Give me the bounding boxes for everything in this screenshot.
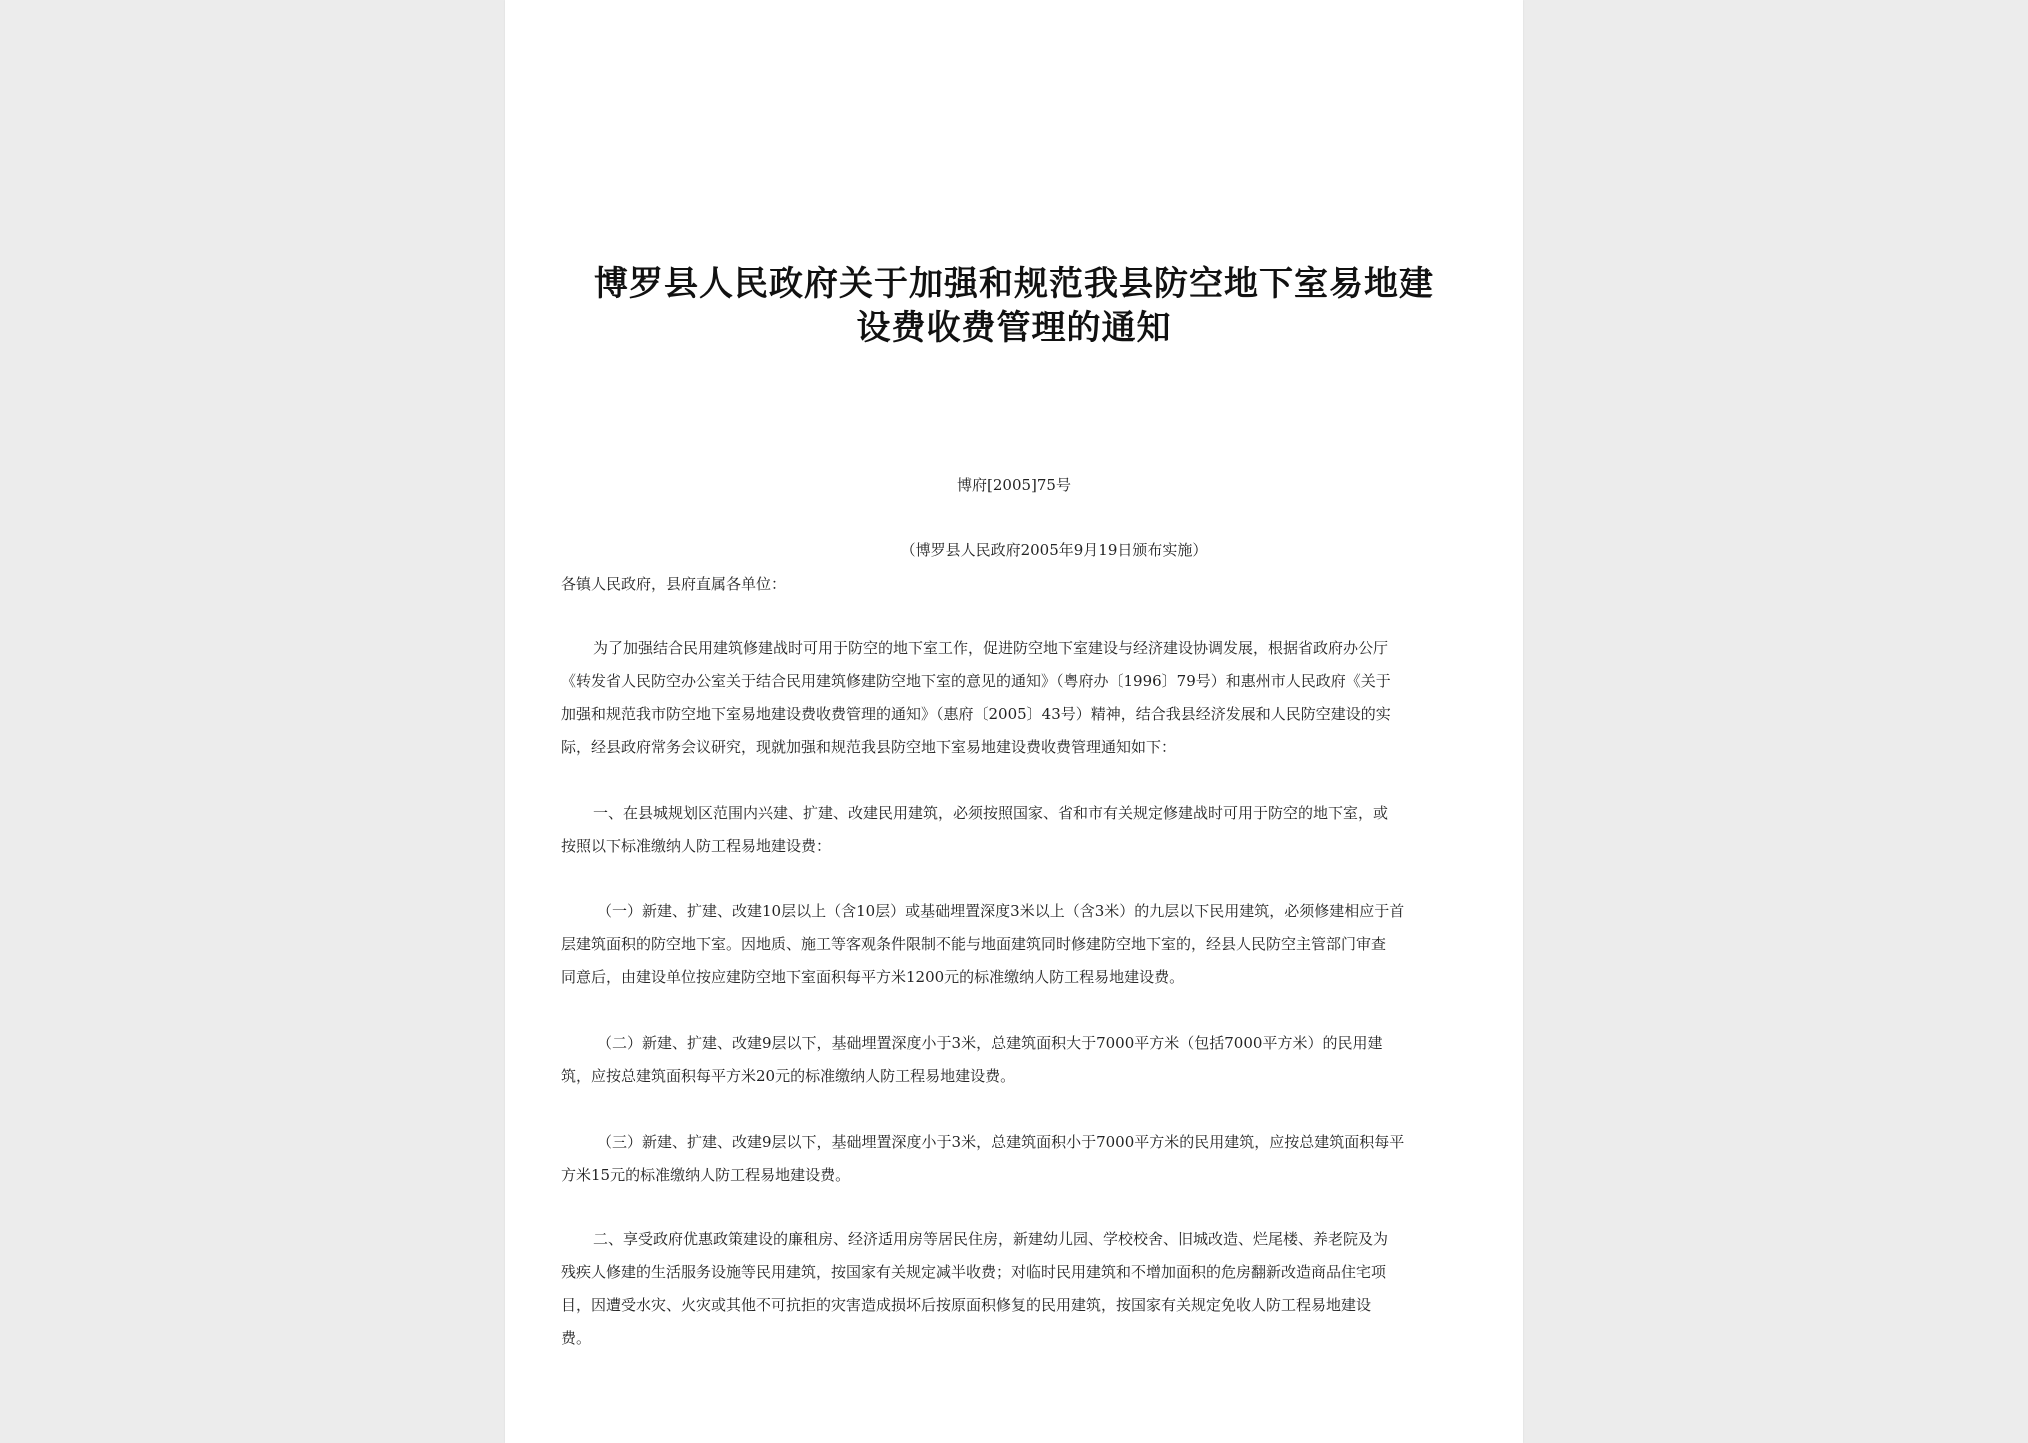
document-title [545, 262, 1483, 350]
paragraph-line: 目，因遭受水灾、火灾或其他不可抗拒的灾害造成损坏后按原面积修复的民用建筑，按国家有关规定免收人防工程易地建设 [561, 1296, 1372, 1314]
document-page [505, 0, 1523, 1443]
paragraph-line: 费。 [561, 1329, 592, 1347]
document-number: 博府[2005]75号 [957, 476, 1071, 494]
issue-note: （博罗县人民政府2005年9月19日颁布实施） [900, 541, 1208, 559]
paragraph-line: 二、享受政府优惠政策建设的廉租房、经济适用房等居民住房，新建幼儿园、学校校舍、旧城改造、烂尾楼、养老院及为 [593, 1230, 1389, 1248]
paragraph-section-2 [561, 1223, 1471, 1355]
paragraph-line: （二）新建、扩建、改建9层以下，基础埋置深度小于3米，总建筑面积大于7000平方米（包括7000平方米）的民用建 [597, 1034, 1383, 1052]
paragraph-line: 为了加强结合民用建筑修建战时可用于防空的地下室工作，促进防空地下室建设与经济建设协调发展，根据省政府办公厅 [593, 639, 1389, 657]
salutation [561, 568, 1471, 601]
paragraph-line: 筑，应按总建筑面积每平方米20元的标准缴纳人防工程易地建设费。 [561, 1067, 1016, 1085]
title-line-1: 博罗县人民政府关于加强和规范我县防空地下室易地建 [594, 264, 1434, 304]
salutation-line: 各镇人民政府，县府直属各单位： [561, 575, 787, 593]
paragraph-line: 加强和规范我市防空地下室易地建设费收费管理的通知》（惠府〔2005〕43号）精神，结合我县经济发展和人民防空建设的实 [561, 705, 1391, 723]
paragraph-line: 残疾人修建的生活服务设施等民用建筑，按国家有关规定减半收费；对临时民用建筑和不增加面积的危房翻新改造商品住宅项 [561, 1263, 1387, 1281]
paragraph-line: 同意后，由建设单位按应建防空地下室面积每平方米1200元的标准缴纳人防工程易地建设费。 [561, 968, 1185, 986]
paragraph-line: 层建筑面积的防空地下室。因地质、施工等客观条件限制不能与地面建筑同时修建防空地下室的，经县人民防空主管部门审查 [561, 935, 1387, 953]
paragraph-intro [561, 632, 1471, 764]
paragraph-line: （三）新建、扩建、改建9层以下，基础埋置深度小于3米，总建筑面积小于7000平方米的民用建筑，应按总建筑面积每平 [597, 1133, 1405, 1151]
paragraph-line: 方米15元的标准缴纳人防工程易地建设费。 [561, 1166, 851, 1184]
paragraph-item-2 [561, 1027, 1471, 1093]
paragraph-line: 一、在县城规划区范围内兴建、扩建、改建民用建筑，必须按照国家、省和市有关规定修建战时可用于防空的地下室，或 [593, 804, 1389, 822]
paragraph-line: 按照以下标准缴纳人防工程易地建设费： [561, 837, 832, 855]
paragraph-line: 际，经县政府常务会议研究，现就加强和规范我县防空地下室易地建设费收费管理通知如下： [561, 738, 1177, 756]
paragraph-item-3 [561, 1126, 1471, 1192]
paragraph-section-1 [561, 797, 1471, 863]
title-line-2: 设费收费管理的通知 [856, 308, 1172, 348]
paragraph-line: （一）新建、扩建、改建10层以上（含10层）或基础埋置深度3米以上（含3米）的九层以下民用建筑，必须修建相应于首 [597, 902, 1405, 920]
paragraph-item-1 [561, 895, 1471, 994]
paragraph-line: 《转发省人民防空办公室关于结合民用建筑修建防空地下室的意见的通知》（粤府办〔1996〕79号）和惠州市人民政府《关于 [561, 672, 1391, 690]
